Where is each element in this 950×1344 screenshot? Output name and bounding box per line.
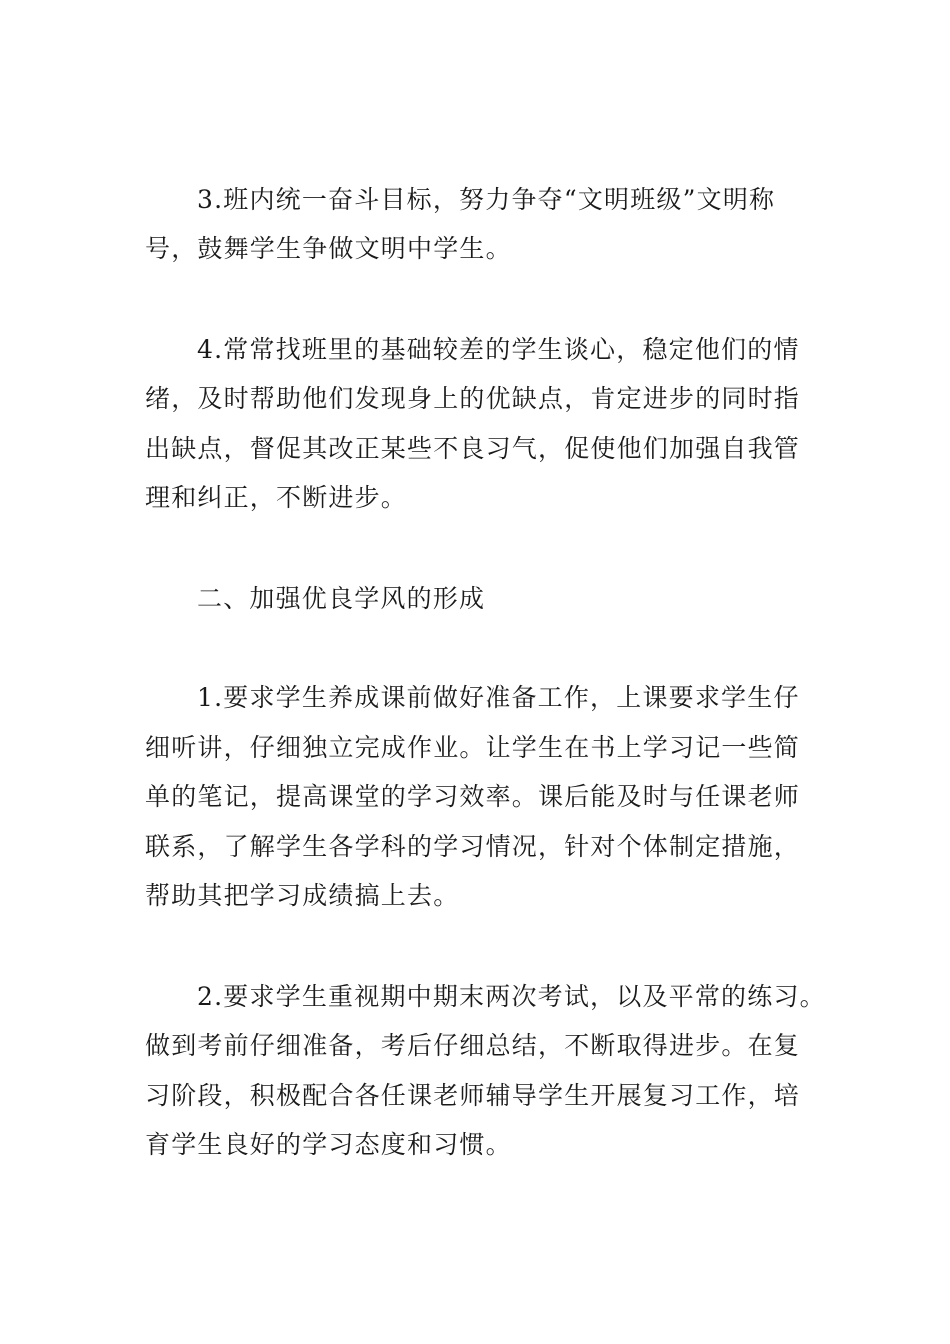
- paragraph-1-line-1: 1.要求学生养成课前做好准备工作，上课要求学生仔: [197, 683, 800, 712]
- paragraph-4-line-1: 4.常常找班里的基础较差的学生谈心，稳定他们的情: [197, 335, 800, 364]
- paragraph-3-line-1: 3.班内统一奋斗目标，努力争夺“文明班级”文明称: [197, 185, 776, 214]
- paragraph-3-line-2: 号，鼓舞学生争做文明中学生。: [145, 234, 512, 263]
- paragraph-1-line-3: 单的笔记，提高课堂的学习效率。课后能及时与任课老师: [145, 782, 801, 811]
- paragraph-4-line-3: 出缺点，督促其改正某些不良习气，促使他们加强自我管: [145, 434, 801, 463]
- paragraph-1-line-2: 细听讲，仔细独立完成作业。让学生在书上学习记一些简: [145, 733, 801, 762]
- paragraph-2-line-2: 做到考前仔细准备，考后仔细总结，不断取得进步。在复: [145, 1031, 801, 1060]
- paragraph-2-line-4: 育学生良好的学习态度和习惯。: [145, 1130, 512, 1159]
- paragraph-4-line-2: 绪，及时帮助他们发现身上的优缺点，肯定进步的同时指: [145, 384, 801, 413]
- paragraph-2-line-3: 习阶段，积极配合各任课老师辅导学生开展复习工作，培: [145, 1081, 801, 1110]
- paragraph-1-line-4: 联系，了解学生各学科的学习情况，针对个体制定措施，: [145, 832, 801, 861]
- paragraph-1-line-5: 帮助其把学习成绩搞上去。: [145, 881, 460, 910]
- paragraph-2-line-1: 2.要求学生重视期中期末两次考试，以及平常的练习。: [197, 982, 826, 1011]
- section-heading: 二、加强优良学风的形成: [197, 584, 486, 613]
- paragraph-4-line-4: 理和纠正，不断进步。: [145, 483, 408, 512]
